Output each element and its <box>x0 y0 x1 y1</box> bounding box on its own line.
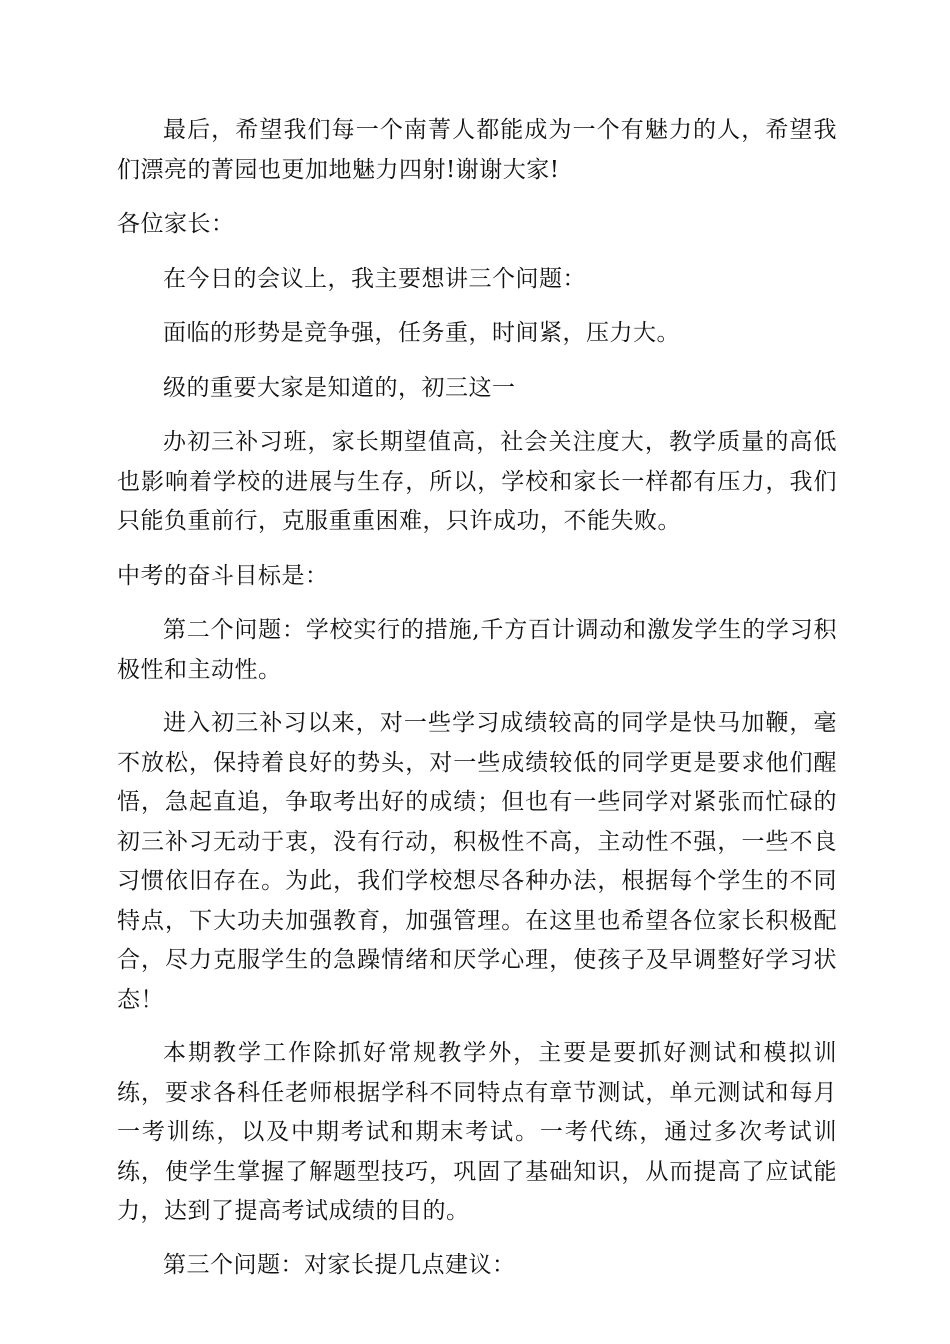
document-page <box>117 111 837 1285</box>
paragraph-salutation: 各位家长： <box>117 211 235 237</box>
paragraph-second-question: 第二个问题：学校实行的措施,千方百计调动和激发学生的学习积极性和主动性。 <box>117 617 837 683</box>
paragraph-student-progress: 进入初三补习以来，对一些学习成绩较高的同学是快马加鞭，毫不放松，保持着良好的势头，对一些成绩较低的同学更是要求他们醒悟，急起直追，争取考出好的成绩；但也有一些同学对紧张而忙碌的初三补习无动于衷，没有行动，积极性不高，主动性不强，一些不良习惯依旧存在。为此，我们学校想尽各种办法，根据每个学生的不同特点，下大功夫加强教育，加强管理。在这里也希望各位家长积极配合，尽力克服学生的急躁情绪和厌学心理，使孩子及早调整好学习状态！ <box>117 710 837 1013</box>
paragraph-situation: 面临的形势是竞争强，任务重，时间紧，压力大。 <box>163 320 680 346</box>
paragraph-teaching-work: 本期教学工作除抓好常规教学外，主要是要抓好测试和模拟训练，要求各科任老师根据学科不同特点有章节测试，单元测试和每月一考训练，以及中期考试和期末考试。一考代练，通过多次考试训练，使学生掌握了解题型技巧，巩固了基础知识，从而提高了应试能力，达到了提高考试成绩的目的。 <box>117 1040 837 1224</box>
paragraph-pressure: 办初三补习班，家长期望值高，社会关注度大，教学质量的高低也影响着学校的进展与生存，所以，学校和家长一样都有压力，我们只能负重前行，克服重重困难，只许成功，不能失败。 <box>117 429 837 534</box>
paragraph-intro-three-questions: 在今日的会议上，我主要想讲三个问题： <box>163 265 586 292</box>
paragraph-exam-goal: 中考的奋斗目标是： <box>117 562 329 589</box>
paragraph-importance: 级的重要大家是知道的，初三这一 <box>163 374 516 401</box>
paragraph-third-question: 第三个问题：对家长提几点建议： <box>163 1251 516 1278</box>
paragraph-closing-remarks: 最后，希望我们每一个南菁人都能成为一个有魅力的人，希望我们漂亮的菁园也更加地魅力四射!谢谢大家! <box>117 117 837 183</box>
